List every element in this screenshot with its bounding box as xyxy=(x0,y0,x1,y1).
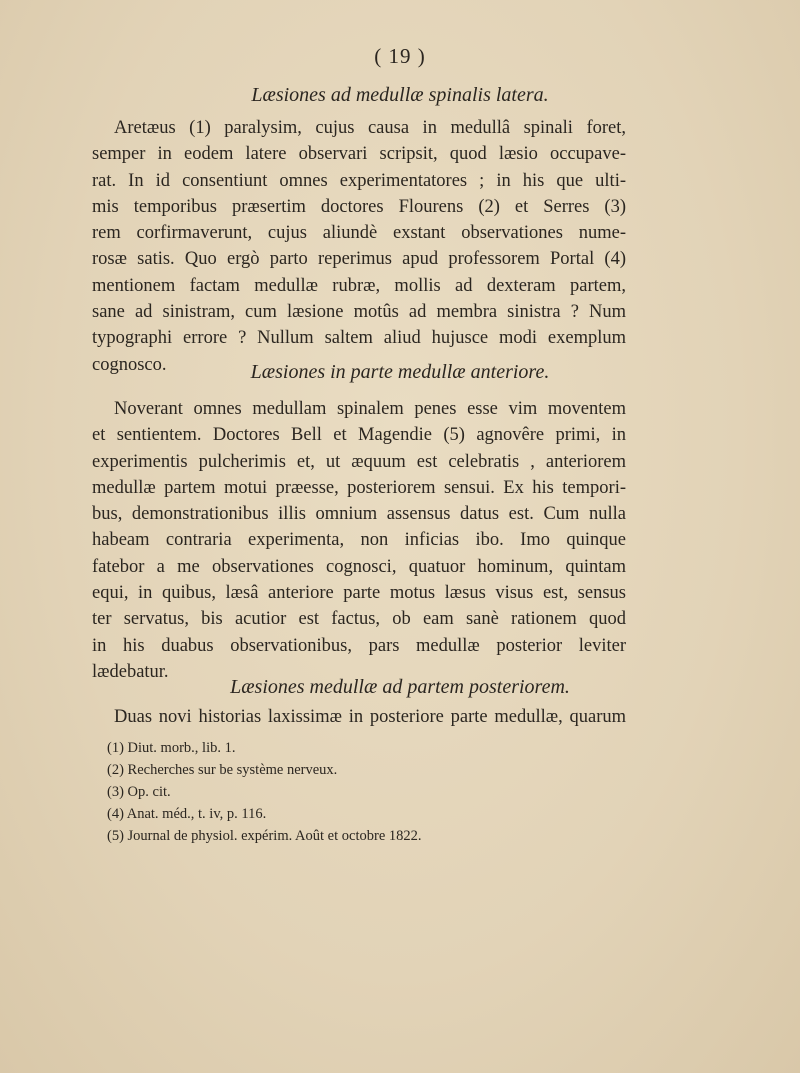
footnotes xyxy=(107,737,422,847)
text-line: ter servatus, bis acutior est factus, ob eam sanè rationem quod xyxy=(92,609,626,630)
section-heading-2: Læsiones in parte medullæ anteriore. xyxy=(250,361,550,383)
paragraph-2 xyxy=(92,396,626,685)
footnote-3: (3) Op. cit. xyxy=(107,784,171,800)
text-line: cognosco. xyxy=(92,354,167,375)
footnote-4: (4) Anat. méd., t. iv, p. 116. xyxy=(107,806,267,822)
text-line: lædebatur. xyxy=(92,661,169,682)
page-number: ( 19 ) xyxy=(374,44,426,68)
paragraph-3 xyxy=(92,704,626,730)
text-line: equi, in quibus, læsâ anteriore parte motus læsus visus est, sensus xyxy=(92,583,626,604)
text-line: rat. In id consentiunt omnes experimentatores ; in his que ulti- xyxy=(92,170,626,191)
text-line: mis temporibus præsertim doctores Flourens (2) et Serres (3) xyxy=(92,196,626,217)
section-heading-3: Læsiones medullæ ad partem posteriorem. xyxy=(230,676,570,698)
text-line: typographi errore ? Nullum saltem aliud hujusce modi exemplum xyxy=(92,328,626,349)
text-line: rem corfirmaverunt, cujus aliundè exstant observationes nume- xyxy=(92,223,626,244)
text-line: et sentientem. Doctores Bell et Magendie (5) agnovêre primi, in xyxy=(92,425,626,446)
footnote-5: (5) Journal de physiol. expérim. Août et octobre 1822. xyxy=(107,828,422,844)
text-line: Noverant omnes medullam spinalem penes esse vim moventem xyxy=(114,399,626,419)
footnote-1: (1) Diut. morb., lib. 1. xyxy=(107,740,236,756)
paragraph-1 xyxy=(92,115,626,378)
text-line: semper in eodem latere observari scripsit, quod læsio occupave- xyxy=(92,144,626,165)
text-line: Aretæus (1) paralysim, cujus causa in medullâ spinali foret, xyxy=(114,118,626,138)
text-line: sane ad sinistram, cum læsione motûs ad membra sinistra ? Num xyxy=(92,302,626,323)
text-line: bus, demonstrationibus illis omnium assensus datus est. Cum nulla xyxy=(92,504,626,525)
text-line: in his duabus observationibus, pars medullæ posterior leviter xyxy=(92,635,626,656)
section-heading-1: Læsiones ad medullæ spinalis latera. xyxy=(251,84,549,106)
text-line: experimentis pulcherimis et, ut æquum est celebratis , anteriorem xyxy=(92,451,626,472)
text-line: Duas novi historias laxissimæ in posteriore parte medullæ, quarum xyxy=(114,707,626,727)
text-line: fatebor a me observationes cognosci, quatuor hominum, quintam xyxy=(92,556,626,577)
footnote-2: (2) Recherches sur be système nerveux. xyxy=(107,762,338,778)
text-line: mentionem factam medullæ rubræ, mollis ad dexteram partem, xyxy=(92,275,626,296)
text-line: rosæ satis. Quo ergò parto reperimus apud professorem Portal (4) xyxy=(92,249,626,270)
text-line: medullæ partem motui præesse, posteriorem sensui. Ex his tempori- xyxy=(92,477,626,498)
text-line: habeam contraria experimenta, non inficias ibo. Imo quinque xyxy=(92,530,626,551)
